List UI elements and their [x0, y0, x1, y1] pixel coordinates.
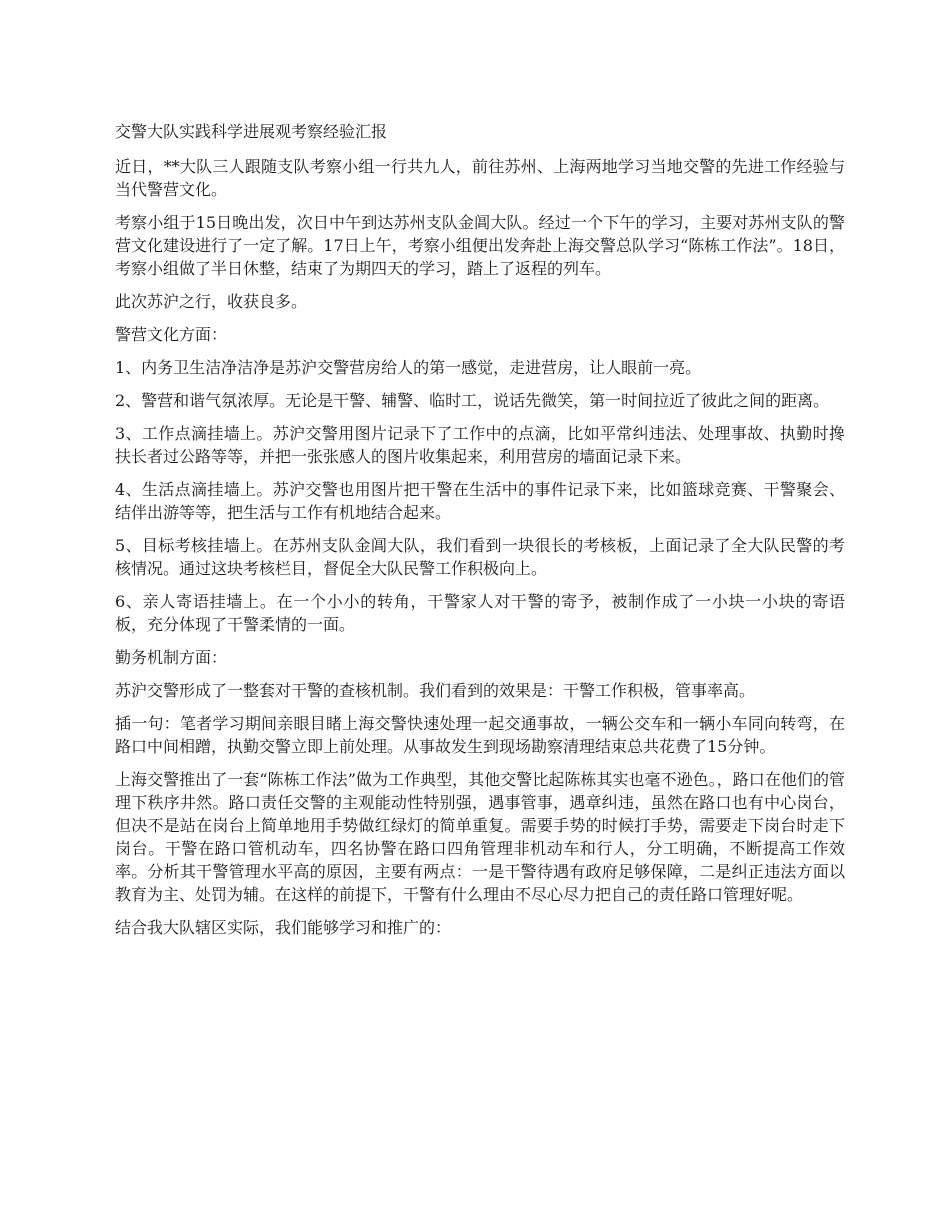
document-title: 交警大队实践科学进展观考察经验汇报: [115, 122, 388, 141]
section-heading-duty: 勤务机制方面：: [115, 648, 228, 667]
list-item-5: 5、目标考核挂墙上。在苏州支队金阊大队，我们看到一块很长的考核板，上面记录了全大队民警的考核情况。通过这块考核栏目，督促全大队民警工作积极向上。: [115, 536, 845, 578]
paragraph-conclusion: 结合我大队辖区实际，我们能够学习和推广的：: [115, 918, 452, 937]
list-item-4: 4、生活点滴挂墙上。苏沪交警也用图片把干警在生活中的事件记录下来，比如篮球竞赛、干警聚会、结伴出游等等，把生活与工作有机地结合起来。: [115, 480, 845, 522]
paragraph-mechanism: 苏沪交警形成了一整套对干警的查核机制。我们看到的效果是：干警工作积极，管事率高。: [115, 681, 756, 700]
paragraph-anecdote: 插一句：笔者学习期间亲眼目睹上海交警快速处理一起交通事故，一辆公交车和一辆小车同向转弯，在路口中间相蹭，执勤交警立即上前处理。从事故发生到现场勘察清理结束总共花费了15分钟。: [115, 714, 845, 756]
section-heading-culture: 警营文化方面：: [115, 325, 228, 344]
list-item-2: 2、警营和谐气氛浓厚。无论是干警、辅警、临时工，说话先微笑，第一时间拉近了彼此之间的距离。: [115, 391, 830, 410]
paragraph-itinerary: 考察小组于15日晚出发，次日中午到达苏州支队金阊大队。经过一个下午的学习，主要对苏州支队的警营文化建设进行了一定了解。17日上午，考察小组便出发奔赴上海交警总队学习“陈栋工作法”。18日，考察小组做了半日休整，结束了为期四天的学习，踏上了返程的列车。: [115, 213, 845, 278]
list-item-3: 3、工作点滴挂墙上。苏沪交警用图片记录下了工作中的点滴，比如平常纠违法、处理事故、执勤时搀扶长者过公路等等，并把一张张感人的图片收集起来，利用营房的墙面记录下来。: [115, 424, 845, 466]
paragraph-method: 上海交警推出了一套“陈栋工作法”做为工作典型，其他交警比起陈栋其实也毫不逊色。，路口在他们的管理下秩序井然。路口责任交警的主观能动性特别强，遇事管事，遇章纠违，虽然在路口也有中心岗台，但决不是站在岗台上简单地用手势做红绿灯的简单重复。需要手势的时候打手势，需要走下岗台时走下岗台。干警在路口管机动车，四名协警在路口四角管理非机动车和行人，分工明确，不断提高工作效率。分析其干警管理水平高的原因，主要有两点：一是干警待遇有政府足够保障，二是纠正违法方面以教育为主、处罚为辅。在这样的前提下，干警有什么理由不尽心尽力把自己的责任路口管理好呢。: [115, 770, 845, 904]
list-item-6: 6、亲人寄语挂墙上。在一个小小的转角，干警家人对干警的寄予，被制作成了一小块一小块的寄语板，充分体现了干警柔情的一面。: [115, 592, 845, 634]
paragraph-summary: 此次苏沪之行，收获良多。: [115, 292, 308, 311]
list-item-1: 1、内务卫生洁净洁净是苏沪交警营房给人的第一感觉，走进营房，让人眼前一亮。: [115, 358, 702, 377]
document-page: [115, 120, 845, 949]
paragraph-intro: 近日，**大队三人跟随支队考察小组一行共九人，前往苏州、上海两地学习当地交警的先进工作经验与当代警营文化。: [115, 157, 845, 199]
